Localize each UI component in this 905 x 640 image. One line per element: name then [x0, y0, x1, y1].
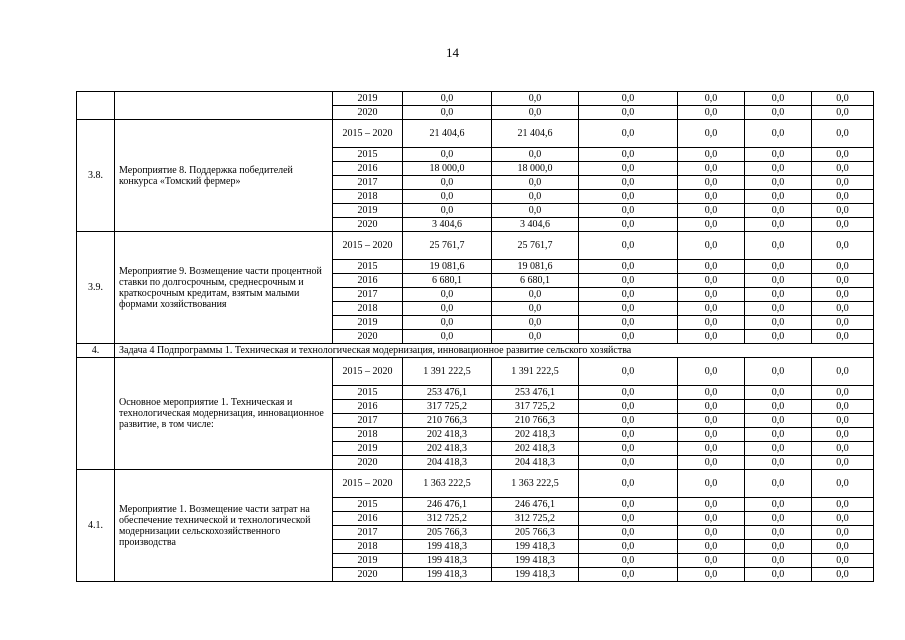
value-cell: 0,0: [403, 330, 492, 344]
year-cell: 2018: [333, 540, 403, 554]
value-cell: 0,0: [812, 204, 874, 218]
value-cell: 0,0: [812, 302, 874, 316]
value-cell: 0,0: [492, 92, 579, 106]
value-cell: 0,0: [812, 260, 874, 274]
value-cell: 246 476,1: [403, 498, 492, 512]
value-cell: 0,0: [403, 106, 492, 120]
row-number-cell: 3.8.: [77, 120, 115, 232]
value-cell: 0,0: [745, 400, 812, 414]
value-cell: 0,0: [403, 148, 492, 162]
value-cell: 312 725,2: [403, 512, 492, 526]
year-cell: 2015 – 2020: [333, 470, 403, 498]
value-cell: 210 766,3: [403, 414, 492, 428]
value-cell: 0,0: [579, 512, 678, 526]
value-cell: 0,0: [745, 526, 812, 540]
value-cell: 0,0: [579, 470, 678, 498]
value-cell: 25 761,7: [492, 232, 579, 260]
year-cell: 2015 – 2020: [333, 120, 403, 148]
value-cell: 210 766,3: [492, 414, 579, 428]
value-cell: 202 418,3: [403, 428, 492, 442]
value-cell: 0,0: [812, 288, 874, 302]
value-cell: 0,0: [812, 470, 874, 498]
year-cell: 2017: [333, 526, 403, 540]
row-number-cell: [77, 92, 115, 120]
value-cell: 199 418,3: [403, 568, 492, 582]
year-cell: 2017: [333, 288, 403, 302]
value-cell: 1 391 222,5: [492, 358, 579, 386]
row-number-cell: 4.1.: [77, 470, 115, 582]
value-cell: 0,0: [579, 316, 678, 330]
value-cell: 0,0: [492, 190, 579, 204]
value-cell: 0,0: [579, 120, 678, 148]
table-row: [77, 92, 874, 106]
value-cell: 3 404,6: [492, 218, 579, 232]
value-cell: 204 418,3: [403, 456, 492, 470]
value-cell: 0,0: [678, 554, 745, 568]
value-cell: 0,0: [745, 190, 812, 204]
year-cell: 2015: [333, 386, 403, 400]
value-cell: 0,0: [678, 204, 745, 218]
value-cell: 312 725,2: [492, 512, 579, 526]
value-cell: 0,0: [678, 106, 745, 120]
year-cell: 2020: [333, 106, 403, 120]
value-cell: 3 404,6: [403, 218, 492, 232]
value-cell: 0,0: [678, 260, 745, 274]
value-cell: 0,0: [678, 92, 745, 106]
value-cell: 0,0: [579, 554, 678, 568]
value-cell: 199 418,3: [403, 554, 492, 568]
value-cell: 0,0: [579, 218, 678, 232]
value-cell: 0,0: [678, 162, 745, 176]
value-cell: 18 000,0: [492, 162, 579, 176]
value-cell: 0,0: [678, 526, 745, 540]
value-cell: 0,0: [745, 470, 812, 498]
year-cell: 2020: [333, 218, 403, 232]
value-cell: 0,0: [492, 176, 579, 190]
value-cell: 0,0: [579, 176, 678, 190]
year-cell: 2017: [333, 176, 403, 190]
value-cell: 0,0: [579, 106, 678, 120]
value-cell: 0,0: [678, 386, 745, 400]
value-cell: 0,0: [812, 414, 874, 428]
value-cell: 246 476,1: [492, 498, 579, 512]
value-cell: 0,0: [812, 218, 874, 232]
measure-name-cell: Мероприятие 8. Поддержка победителей конкурса «Томский фермер»: [115, 120, 333, 232]
measure-name-cell: Основное мероприятие 1. Техническая и технологическая модернизация, инновационное развитие, в том числе:: [115, 358, 333, 470]
value-cell: 0,0: [745, 456, 812, 470]
year-cell: 2015: [333, 498, 403, 512]
value-cell: 0,0: [812, 190, 874, 204]
value-cell: 0,0: [579, 456, 678, 470]
year-cell: 2018: [333, 190, 403, 204]
value-cell: 0,0: [403, 176, 492, 190]
value-cell: 0,0: [745, 414, 812, 428]
value-cell: 0,0: [745, 162, 812, 176]
value-cell: 0,0: [812, 232, 874, 260]
value-cell: 0,0: [678, 148, 745, 162]
value-cell: 0,0: [678, 428, 745, 442]
value-cell: 0,0: [678, 414, 745, 428]
value-cell: 0,0: [812, 442, 874, 456]
value-cell: 204 418,3: [492, 456, 579, 470]
value-cell: 0,0: [812, 106, 874, 120]
value-cell: 0,0: [579, 260, 678, 274]
value-cell: 0,0: [492, 330, 579, 344]
measure-name-cell: Мероприятие 1. Возмещение части затрат на обеспечение технической и технологической модернизации сельскохозяйственного производства: [115, 470, 333, 582]
year-cell: 2016: [333, 400, 403, 414]
value-cell: 0,0: [678, 358, 745, 386]
year-cell: 2019: [333, 92, 403, 106]
value-cell: 1 391 222,5: [403, 358, 492, 386]
value-cell: 205 766,3: [403, 526, 492, 540]
value-cell: 0,0: [492, 106, 579, 120]
value-cell: 0,0: [678, 120, 745, 148]
year-cell: 2020: [333, 568, 403, 582]
table-row: [77, 232, 874, 260]
table-row: [77, 470, 874, 498]
value-cell: 199 418,3: [492, 568, 579, 582]
value-cell: 6 680,1: [403, 274, 492, 288]
year-cell: 2015 – 2020: [333, 232, 403, 260]
value-cell: 0,0: [812, 316, 874, 330]
value-cell: 0,0: [745, 274, 812, 288]
value-cell: 0,0: [812, 92, 874, 106]
value-cell: 0,0: [579, 386, 678, 400]
value-cell: 18 000,0: [403, 162, 492, 176]
value-cell: 199 418,3: [492, 540, 579, 554]
year-cell: 2015: [333, 260, 403, 274]
value-cell: 0,0: [812, 120, 874, 148]
value-cell: 0,0: [812, 428, 874, 442]
measure-name-cell: Мероприятие 9. Возмещение части процентной ставки по долгосрочным, среднесрочным и краткосрочным кредитам, взятым малыми формами хозяйствования: [115, 232, 333, 344]
value-cell: 199 418,3: [492, 554, 579, 568]
value-cell: 6 680,1: [492, 274, 579, 288]
value-cell: 25 761,7: [403, 232, 492, 260]
value-cell: 0,0: [678, 456, 745, 470]
value-cell: 205 766,3: [492, 526, 579, 540]
value-cell: 0,0: [579, 162, 678, 176]
value-cell: 0,0: [579, 442, 678, 456]
value-cell: 0,0: [678, 442, 745, 456]
year-cell: 2016: [333, 274, 403, 288]
value-cell: 0,0: [403, 302, 492, 316]
value-cell: 0,0: [579, 190, 678, 204]
value-cell: 0,0: [492, 302, 579, 316]
value-cell: 0,0: [745, 498, 812, 512]
year-cell: 2016: [333, 162, 403, 176]
value-cell: 0,0: [678, 470, 745, 498]
value-cell: 0,0: [812, 540, 874, 554]
row-number-cell: 3.9.: [77, 232, 115, 344]
value-cell: 317 725,2: [492, 400, 579, 414]
value-cell: 0,0: [678, 218, 745, 232]
value-cell: 0,0: [678, 568, 745, 582]
value-cell: 0,0: [812, 456, 874, 470]
value-cell: 0,0: [812, 512, 874, 526]
value-cell: 0,0: [678, 400, 745, 414]
value-cell: 0,0: [579, 498, 678, 512]
value-cell: 0,0: [745, 568, 812, 582]
value-cell: 0,0: [579, 540, 678, 554]
value-cell: 0,0: [492, 288, 579, 302]
year-cell: 2019: [333, 204, 403, 218]
value-cell: 0,0: [812, 400, 874, 414]
value-cell: 0,0: [678, 316, 745, 330]
value-cell: 202 418,3: [403, 442, 492, 456]
year-cell: 2019: [333, 316, 403, 330]
value-cell: 0,0: [812, 568, 874, 582]
value-cell: 19 081,6: [492, 260, 579, 274]
value-cell: 0,0: [579, 414, 678, 428]
year-cell: 2016: [333, 512, 403, 526]
value-cell: 0,0: [678, 512, 745, 526]
value-cell: 0,0: [579, 288, 678, 302]
value-cell: 21 404,6: [403, 120, 492, 148]
value-cell: 202 418,3: [492, 442, 579, 456]
value-cell: 0,0: [745, 540, 812, 554]
value-cell: 0,0: [745, 232, 812, 260]
year-cell: 2017: [333, 414, 403, 428]
value-cell: 0,0: [745, 442, 812, 456]
value-cell: 0,0: [678, 274, 745, 288]
value-cell: 0,0: [745, 120, 812, 148]
year-cell: 2018: [333, 302, 403, 316]
value-cell: 0,0: [403, 204, 492, 218]
value-cell: 0,0: [492, 204, 579, 218]
value-cell: 0,0: [812, 148, 874, 162]
value-cell: 0,0: [745, 316, 812, 330]
value-cell: 0,0: [812, 162, 874, 176]
value-cell: 0,0: [812, 274, 874, 288]
value-cell: 0,0: [403, 92, 492, 106]
value-cell: 0,0: [579, 428, 678, 442]
value-cell: 0,0: [745, 218, 812, 232]
value-cell: 0,0: [492, 316, 579, 330]
year-cell: 2018: [333, 428, 403, 442]
value-cell: 0,0: [745, 106, 812, 120]
value-cell: 1 363 222,5: [403, 470, 492, 498]
value-cell: 0,0: [579, 568, 678, 582]
value-cell: 0,0: [579, 526, 678, 540]
value-cell: 0,0: [812, 176, 874, 190]
value-cell: 0,0: [678, 176, 745, 190]
value-cell: 0,0: [812, 330, 874, 344]
value-cell: 0,0: [745, 386, 812, 400]
value-cell: 0,0: [745, 302, 812, 316]
value-cell: 0,0: [745, 148, 812, 162]
year-cell: 2019: [333, 554, 403, 568]
value-cell: 0,0: [579, 148, 678, 162]
value-cell: 0,0: [745, 330, 812, 344]
value-cell: 0,0: [745, 358, 812, 386]
value-cell: 0,0: [678, 498, 745, 512]
value-cell: 0,0: [812, 386, 874, 400]
value-cell: 0,0: [745, 428, 812, 442]
task-title-cell: Задача 4 Подпрограммы 1. Техническая и технологическая модернизация, инновационное развитие сельского хозяйства: [115, 344, 874, 358]
value-cell: 253 476,1: [492, 386, 579, 400]
value-cell: 199 418,3: [403, 540, 492, 554]
year-cell: 2019: [333, 442, 403, 456]
value-cell: 0,0: [812, 554, 874, 568]
value-cell: 0,0: [678, 540, 745, 554]
value-cell: 0,0: [812, 526, 874, 540]
value-cell: 0,0: [579, 302, 678, 316]
row-number-cell: [77, 358, 115, 470]
value-cell: 0,0: [678, 330, 745, 344]
value-cell: 0,0: [579, 92, 678, 106]
page-number: 14: [446, 45, 459, 60]
value-cell: 253 476,1: [403, 386, 492, 400]
measure-name-cell: [115, 92, 333, 120]
year-cell: 2015: [333, 148, 403, 162]
year-cell: 2020: [333, 330, 403, 344]
value-cell: 0,0: [678, 288, 745, 302]
value-cell: 0,0: [745, 288, 812, 302]
value-cell: 0,0: [492, 148, 579, 162]
value-cell: 0,0: [579, 232, 678, 260]
year-cell: 2020: [333, 456, 403, 470]
value-cell: 0,0: [579, 204, 678, 218]
value-cell: 317 725,2: [403, 400, 492, 414]
value-cell: 0,0: [678, 302, 745, 316]
value-cell: 1 363 222,5: [492, 470, 579, 498]
value-cell: 0,0: [579, 330, 678, 344]
value-cell: 19 081,6: [403, 260, 492, 274]
budget-table: [76, 91, 874, 582]
value-cell: 0,0: [403, 288, 492, 302]
task-number-cell: 4.: [77, 344, 115, 358]
value-cell: 0,0: [745, 176, 812, 190]
value-cell: 0,0: [812, 358, 874, 386]
year-cell: 2015 – 2020: [333, 358, 403, 386]
task-row: [77, 344, 874, 358]
value-cell: 0,0: [745, 204, 812, 218]
value-cell: 0,0: [812, 498, 874, 512]
value-cell: 0,0: [745, 260, 812, 274]
value-cell: 21 404,6: [492, 120, 579, 148]
value-cell: 0,0: [579, 358, 678, 386]
value-cell: 0,0: [403, 316, 492, 330]
value-cell: 0,0: [745, 554, 812, 568]
value-cell: 0,0: [579, 400, 678, 414]
value-cell: 0,0: [678, 190, 745, 204]
value-cell: 202 418,3: [492, 428, 579, 442]
value-cell: 0,0: [678, 232, 745, 260]
value-cell: 0,0: [579, 274, 678, 288]
table-row: [77, 358, 874, 386]
value-cell: 0,0: [403, 190, 492, 204]
table-row: [77, 120, 874, 148]
value-cell: 0,0: [745, 92, 812, 106]
value-cell: 0,0: [745, 512, 812, 526]
